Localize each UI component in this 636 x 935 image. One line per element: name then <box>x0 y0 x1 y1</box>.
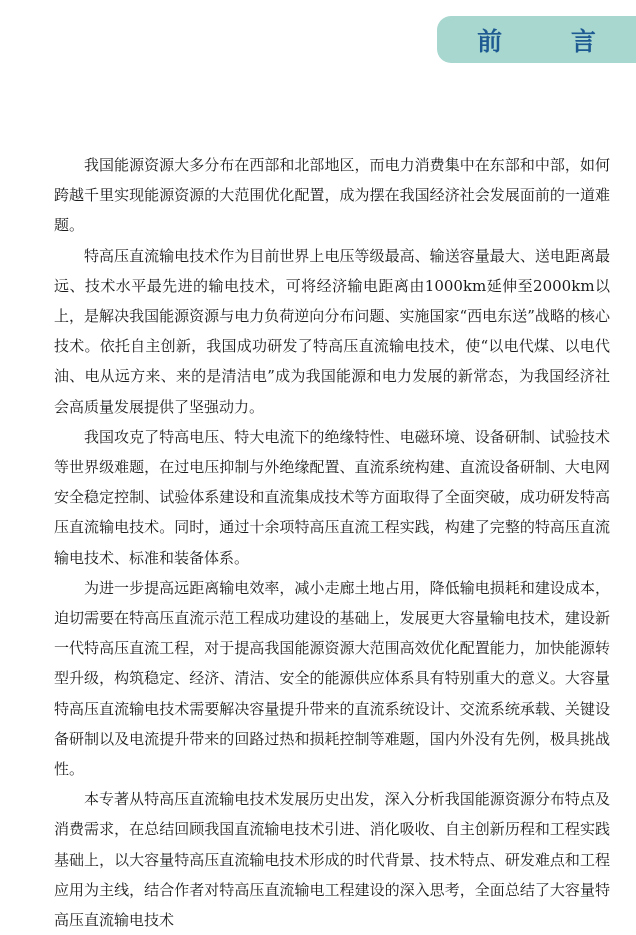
paragraph: 我国能源资源大多分布在西部和北部地区，而电力消费集中在东部和中部，如何跨越千里实现能源资源的大范围优化配置，成为摆在我国经济社会发展面前的一道难题。 <box>54 156 610 235</box>
chapter-title-tab <box>437 16 636 63</box>
paragraph: 为进一步提高远距离输电效率，减小走廊土地占用，降低输电损耗和建设成本，迫切需要在特高压直流示范工程成功建设的基础上，发展更大容量输电技术，建设新一代特高压直流工程，对于提高我国能源资源大范围高效优化配置能力，加快能源转型升级，构筑稳定、经济、清洁、安全的能源供应体系具有特别重大的意义。大容量特高压直流输电技术需要解决容量提升带来的直流系统设计、交流系统承载、关键设备研制以及电流提升带来的回路过热和损耗控制等难题，国内外没有先例，极具挑战性。 <box>54 578 610 779</box>
paragraph: 本专著从特高压直流输电技术发展历史出发，深入分析我国能源资源分布特点及消费需求，在总结回顾我国直流输电技术引进、消化吸收、自主创新历程和工程实践基础上，以大容量特高压直流输电技术形成的时代背景、技术特点、研发难点和工程应用为主线，结合作者对特高压直流输电工程建设的深入思考，全面总结了大容量特高压直流输电技术 <box>54 790 610 930</box>
paragraph: 我国攻克了特高电压、特大电流下的绝缘特性、电磁环境、设备研制、试验技术等世界级难题，在过电压抑制与外绝缘配置、直流系统构建、直流设备研制、大电网安全稳定控制、试验体系建设和直流集成技术等方面取得了全面突破，成功研发特高压直流输电技术。同时，通过十余项特高压直流工程实践，构建了完整的特高压直流输电技术、标准和装备体系。 <box>54 427 610 567</box>
preface-body <box>54 150 610 935</box>
paragraph: 特高压直流输电技术作为目前世界上电压等级最高、输送容量最大、送电距离最远、技术水平最先进的输电技术，可将经济输电距离由1000km延伸至2000km以上，是解决我国能源资源与电力负荷逆向分布问题、实施国家“西电东送”战略的核心技术。依托自主创新，我国成功研发了特高压直流输电技术，使“以电代煤、以电代油、电从远方来、来的是清洁电”成为我国能源和电力发展的新常态，为我国经济社会高质量发展提供了坚强动力。 <box>54 246 610 416</box>
page-title: 前 言 <box>477 26 626 56</box>
